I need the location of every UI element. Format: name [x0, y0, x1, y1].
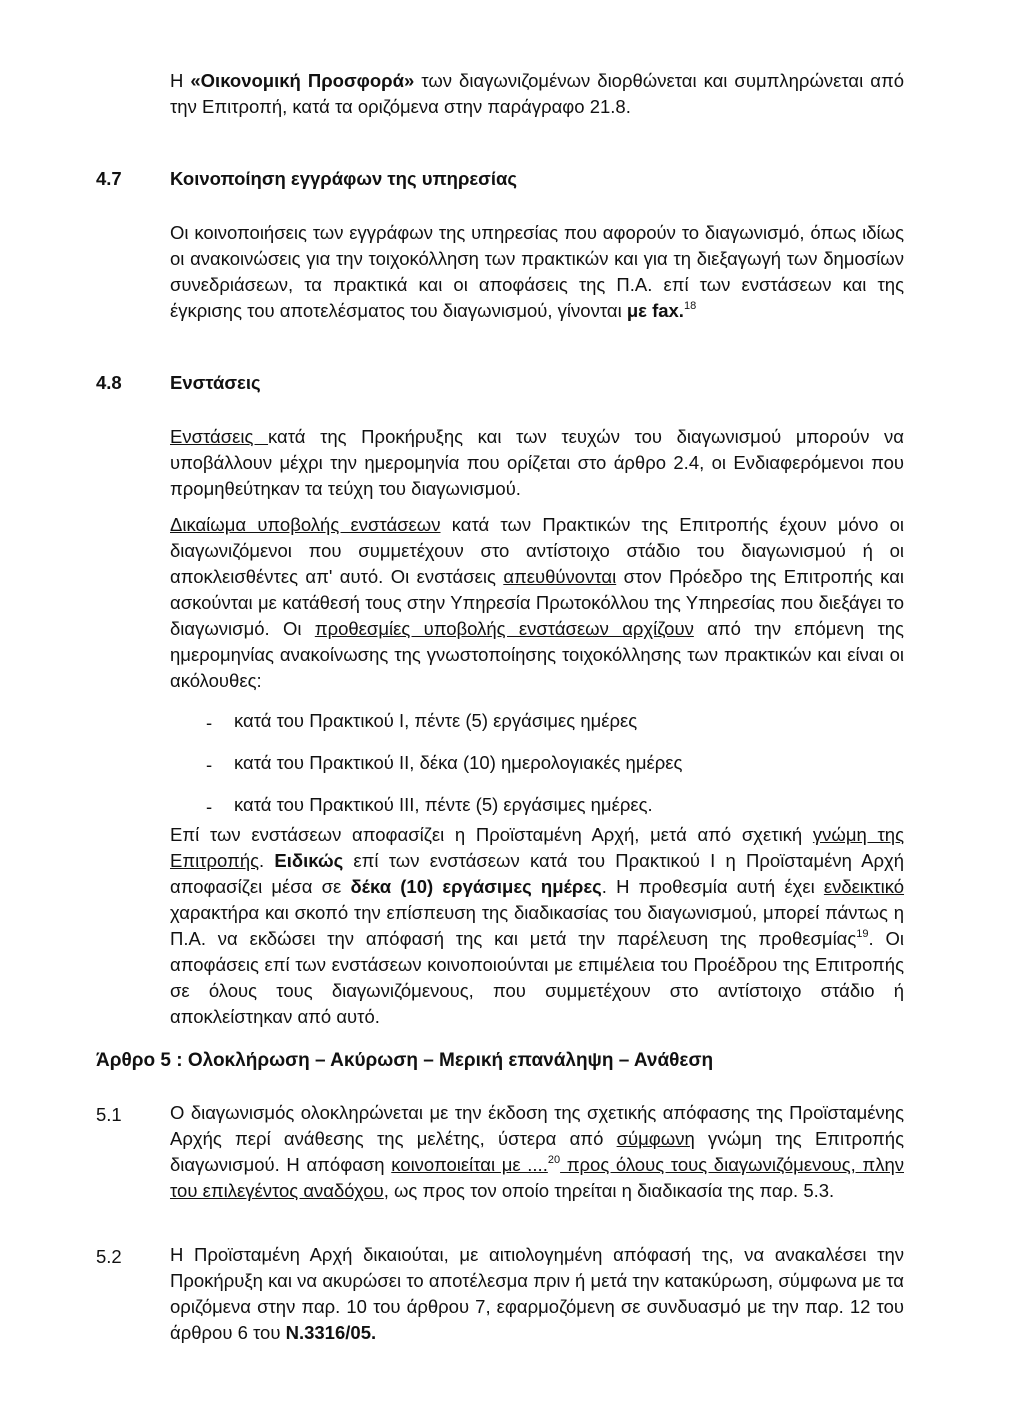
list-item: κατά του Πρακτικού ΙΙΙ, πέντε (5) εργάσιμες ημέρες. — [234, 794, 653, 815]
paragraph-5-2-number: 5.2 — [96, 1246, 122, 1267]
intro-paragraph — [170, 68, 904, 120]
paragraph-5-2: Η Προϊσταμένη Αρχή δικαιούται, με αιτιολογημένη απόφασή της, να ανακαλέσει την Προκήρυξη και να ακυρώσει το αποτέλεσμα πριν ή μετά την κατακύρωση, σύμφωνα με τα οριζόμενα στην παρ. 10 του άρθρου 7, εφαρμοζόμενη σε συνδυασμό με την παρ. 12 του άρθρου 6 του Ν.3316/05. — [170, 1244, 904, 1343]
objections-paragraph-2: Δικαίωμα υποβολής ενστάσεων κατά των Πρακτικών της Επιτροπής έχουν μόνο οι διαγωνιζόμενοι που συμμετέχουν στο αντίστοιχο στάδιο του διαγωνισμού ή οι αποκλεισθέντες απ' αυτό. Οι ενστάσεις απευθύνονται στον Πρόεδρο της Επιτροπής και ασκούνται με κατάθεσή τους στην Υπηρεσία Πρωτοκόλλου της Υπηρεσίας που διεξάγει το διαγωνισμό. Οι προθεσμίες υποβολής ενστάσεων αρχίζουν από την επόμενη της ημερομηνίας ανακοίνωσης της γνωστοποίησης τοιχοκόλλησης των πρακτικών και είναι οι ακόλουθες: — [170, 514, 904, 691]
footnote-ref-19[interactable]: 19 — [856, 928, 869, 940]
section-4-7-number: 4.7 — [96, 168, 122, 189]
section-4-8-title: Ενστάσεις — [170, 372, 261, 393]
list-dash: - — [206, 712, 213, 733]
footnote-ref-20[interactable]: 20 — [547, 1154, 561, 1166]
article-5-title: Άρθρο 5 : Ολοκλήρωση – Ακύρωση – Μερική επανάληψη – Ανάθεση — [96, 1050, 714, 1071]
intro-text: Η — [170, 70, 191, 91]
intro-bold: «Οικονομική Προσφορά» — [190, 70, 415, 91]
paragraph-5-1: Ο διαγωνισμός ολοκληρώνεται με την έκδοση της σχετικής απόφασης της Προϊσταμένης Αρχής περί ανάθεσης της μελέτης, ύστερα από σύμφωνη γνώμη της Επιτροπής διαγωνισμού. Η απόφαση κοινοποιείται με ....$^{20}$ προς όλους τους διαγωνιζόμενους, πλην του επιλεγέντος αναδόχου, ως προς τον οποίο τηρείται η διαδικασία της παρ. 5.3. — [170, 1102, 904, 1201]
list-item: κατά του Πρακτικού ΙΙ, δέκα (10) ημερολογιακές ημέρες — [234, 752, 683, 773]
objections-paragraph-3: Επί των ενστάσεων αποφασίζει η Προϊσταμένη Αρχή, μετά από σχετική γνώμη της Επιτροπής. Ειδικώς επί των ενστάσεων κατά του Πρακτικού Ι η Προϊσταμένη Αρχή αποφασίζει μέσα σε δέκα (10) εργάσιμες ημέρες. Η προθεσμία αυτή έχει ενδεικτικό χαρακτήρα και σκοπό την επίσπευση της διαδικασίας του διαγωνισμού, μπορεί πάντως η Π.Α. να εκδώσει την απόφασή της και μετά την παρέλευση της προθεσμίας$^{19}$. Οι αποφάσεις επί των ενστάσεων κοινοποιούνται με επιμέλεια του Προέδρου της Επιτροπής σε όλους τους διαγωνιζόμενους, που συμμετέχουν στο αντίστοιχο στάδιο ή αποκλείστηκαν από αυτό. — [170, 824, 905, 1027]
footnote-ref-18[interactable]: 18 — [683, 300, 697, 312]
paragraph-5-1-number: 5.1 — [96, 1104, 122, 1125]
intro-text-rest: των διαγωνιζομένων διορθώνεται και συμπληρώνεται από την Επιτροπή, κατά τα οριζόμενα στην παράγραφο 21.8. — [170, 70, 904, 117]
objections-paragraph-1: Ενστάσεις κατά της Προκήρυξης και των τευχών του διαγωνισμού μπορούν να υποβάλλουν μέχρι την ημερομηνία που ορίζεται στο άρθρο 2.4, οι Ενδιαφερόμενοι που προμηθεύτηκαν τα τεύχη του διαγωνισμού. — [170, 426, 904, 499]
section-4-7-text: Οι κοινοποιήσεις των εγγράφων της υπηρεσίας που αφορούν το διαγωνισμό, όπως ιδίως οι ανακοινώσεις για την τοιχοκόλληση των πρακτικών και για τη διεξαγωγή των δημοσίων συνεδριάσεων, τα πρακτικά και οι αποφάσεις της Π.Α. επί των ενστάσεων και της έγκρισης του αποτελέσματος του διαγωνισμού, γίνονται με fax.$^{18}$ — [170, 222, 904, 321]
section-4-7-title: Κοινοποίηση εγγράφων της υπηρεσίας — [170, 168, 517, 189]
list-dash: - — [206, 754, 213, 775]
list-item: κατά του Πρακτικού Ι, πέντε (5) εργάσιμες ημέρες — [234, 710, 638, 731]
list-dash: - — [206, 796, 213, 817]
section-4-8-number: 4.8 — [96, 372, 122, 393]
